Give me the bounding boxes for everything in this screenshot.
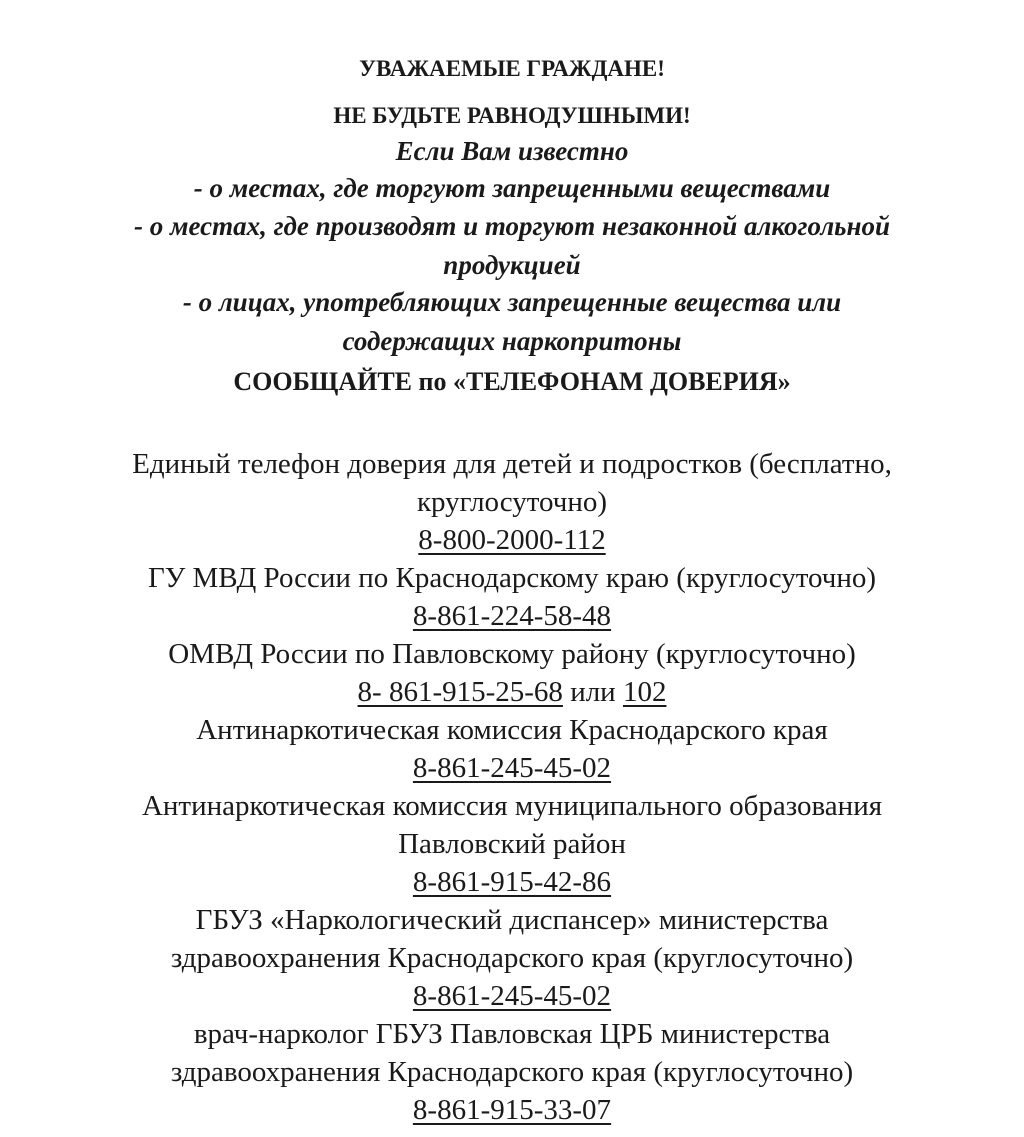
call-to-action-heading: СООБЩАЙТЕ по «ТЕЛЕФОНАМ ДОВЕРИЯ» (233, 367, 791, 396)
contact-phone-children (0, 526, 1024, 555)
phone-link[interactable]: 8- 861-915-25-68 (357, 676, 563, 708)
phone-link[interactable]: 8-861-245-45-02 (412, 752, 612, 784)
contact-phone-narcologist (0, 1096, 1024, 1125)
contact-name-gu-mvd: ГУ МВД России по Краснодарскому краю (круглосуточно) (147, 562, 877, 594)
contact-phone-omvd (0, 678, 1024, 707)
intro-item-alcohol-line2: продукцией (443, 250, 581, 280)
contact-phone-municipal-commission (0, 868, 1024, 897)
intro-item-persons-line1: - о лицах, употребляющих запрещенные вещества или (182, 287, 842, 317)
greeting-heading: УВАЖАЕМЫЕ ГРАЖДАНЕ! (359, 56, 665, 81)
phone-link[interactable]: 8-861-915-42-86 (412, 866, 612, 898)
contact-name-narcologist-line2: здравоохранения Краснодарского края (круглосуточно) (170, 1056, 854, 1088)
contact-name-narcologist-line1: врач-нарколог ГБУЗ Павловская ЦРБ министерства (193, 1018, 831, 1050)
intro-item-alcohol-line1: - о местах, где производят и торгуют незаконной алкогольной (133, 211, 891, 241)
contact-name-children-line2: круглосуточно) (416, 486, 608, 518)
intro-lead: Если Вам известно (395, 136, 629, 166)
intro-item-persons-line2: содержащих наркопритоны (342, 326, 682, 356)
contact-name-omvd: ОМВД России по Павловскому району (круглосуточно) (168, 638, 856, 670)
phone-link[interactable]: 8-861-224-58-48 (412, 600, 612, 632)
contact-name-dispensary-line1: ГБУЗ «Наркологический диспансер» министерства (195, 904, 829, 936)
phone-link[interactable]: 8-861-245-45-02 (412, 980, 612, 1012)
phone-link[interactable]: 8-861-915-33-07 (412, 1094, 612, 1126)
contact-name-municipal-commission-line1: Антинаркотическая комиссия муниципального образования (141, 790, 883, 822)
contact-phone-regional-commission (0, 754, 1024, 783)
contact-name-children-line1: Единый телефон доверия для детей и подростков (бесплатно, (132, 448, 892, 480)
phone-link-alt[interactable]: 102 (622, 676, 667, 708)
contact-name-regional-commission: Антинаркотическая комиссия Краснодарского края (196, 714, 828, 746)
intro-item-drugs-trade: - о местах, где торгуют запрещенными веществами (193, 173, 831, 203)
contact-name-municipal-commission-line2: Павловский район (398, 828, 626, 860)
phone-separator: или (570, 676, 623, 708)
appeal-heading: НЕ БУДЬТЕ РАВНОДУШНЫМИ! (333, 103, 691, 128)
contact-name-dispensary-line2: здравоохранения Краснодарского края (круглосуточно) (170, 942, 854, 974)
phone-link[interactable]: 8-800-2000-112 (418, 524, 606, 556)
contact-phone-gu-mvd (0, 602, 1024, 631)
contact-phone-dispensary (0, 982, 1024, 1011)
